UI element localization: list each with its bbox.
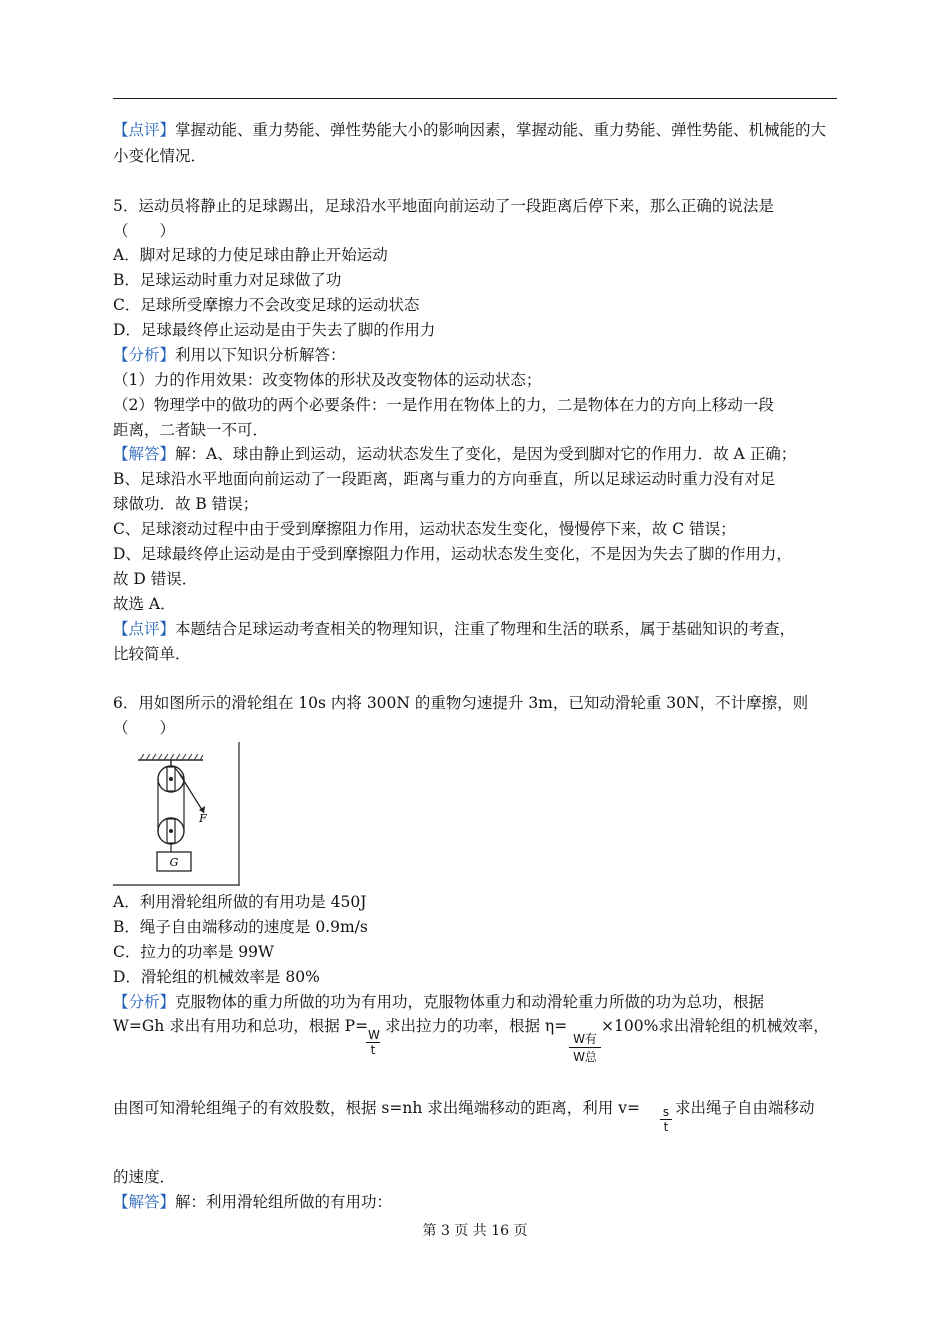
option-b: B．足球运动时重力对足球做了功: [113, 271, 342, 289]
analysis-line: （1）力的作用效果：改变物体的形状及改变物体的运动状态；: [113, 371, 542, 389]
answer-line: 故选 A．: [113, 595, 176, 613]
option-b: B．绳子自由端移动的速度是 0.9m/s: [113, 918, 368, 936]
option-c: C．足球所受摩擦力不会改变足球的运动状态: [113, 296, 420, 314]
option-d: D．足球最终停止运动是由于失去了脚的作用力: [113, 321, 436, 339]
comment-line: 【点评】掌握动能、重力势能、弹性势能大小的影响因素，掌握动能、重力势能、弹性势能、机械能的大: [113, 121, 827, 139]
header-rule: [113, 98, 837, 99]
answer-line: 【解答】解：A、球由静止到运动，运动状态发生了变化，是因为受到脚对它的作用力．故 A 正确；: [113, 445, 797, 463]
analysis-line-v: 由图可知滑轮组绳子的有效股数，根据 s=nh 求出绳端移动的距离，利用 v=: [113, 1099, 640, 1117]
answer-line: 故 D 错误．: [113, 570, 198, 588]
answer-line: 【解答】解：利用滑轮组所做的有用功：: [113, 1193, 393, 1211]
comment-tag: 【点评】: [113, 620, 176, 638]
option-a: A．脚对足球的力使足球由静止开始运动: [113, 246, 388, 264]
answer-line: B、足球沿水平地面向前运动了一段距离，距离与重力的方向垂直，所以足球运动时重力没有对足: [113, 470, 776, 488]
question-6-stem-paren: （ ）: [113, 719, 176, 737]
page-footer: 第 3 页 共 16 页: [422, 1223, 528, 1239]
fraction-eta: W有 W总: [569, 1030, 601, 1065]
analysis-line-p: W=Gh 求出有用功和总功，根据 P=: [113, 1017, 369, 1035]
comment-line: 比较简单．: [113, 645, 191, 663]
option-a: A．利用滑轮组所做的有用功是 450J: [113, 893, 367, 911]
answer-line: 球做功．故 B 错误；: [113, 495, 259, 513]
comment-line: 小变化情况．: [113, 147, 207, 165]
answer-line: D、足球最终停止运动是由于受到摩擦阻力作用，运动状态发生变化，不是因为失去了脚的作用力，: [113, 545, 792, 563]
analysis-line: 【分析】克服物体的重力所做的功为有用功，克服物体重力和动滑轮重力所做的功为总功，根据: [113, 993, 765, 1011]
force-label: F: [199, 812, 207, 825]
analysis-line: 的速度．: [113, 1168, 176, 1186]
analysis-line-v2: 求出绳子自由端移动: [675, 1099, 815, 1117]
fraction-v: $\frac{s}{t}$: [660, 1105, 672, 1134]
comment-line: 【点评】本题结合足球运动考查相关的物理知识，注重了物理和生活的联系，属于基础知识的考查，: [113, 620, 796, 638]
analysis-line-efficiency: ×100%求出滑轮组的机械效率，: [601, 1017, 829, 1035]
comment-tag: 【点评】: [113, 121, 176, 139]
question-5-stem: 5．运动员将静止的足球踢出，足球沿水平地面向前运动了一段距离后停下来，那么正确的说法是: [113, 197, 774, 215]
question-6-stem: 6．用如图所示的滑轮组在 10s 内将 300N 的重物匀速提升 3m，已知动滑轮重 30N，不计摩擦，则: [113, 694, 809, 712]
fraction-p: $\frac{W}{t}$: [368, 1028, 380, 1057]
weight-label: G: [169, 856, 179, 869]
analysis-line-eta: 求出拉力的功率，根据 η=: [385, 1017, 568, 1035]
answer-line: C、足球滚动过程中由于受到摩擦阻力作用，运动状态发生变化，慢慢停下来，故 C 错误；: [113, 520, 736, 538]
analysis-line: 距离，二者缺一不可．: [113, 421, 269, 439]
option-c: C．拉力的功率是 99W: [113, 943, 274, 961]
pulley-figure: [113, 742, 240, 886]
analysis-tag: 【分析】: [113, 993, 176, 1011]
question-5-stem-paren: （ ）: [113, 222, 176, 240]
analysis-tag: 【分析】: [113, 346, 176, 364]
answer-tag: 【解答】: [113, 445, 176, 463]
answer-tag: 【解答】: [113, 1193, 176, 1211]
analysis-line: 【分析】利用以下知识分析解答：: [113, 346, 346, 364]
analysis-line: （2）物理学中的做功的两个必要条件：一是作用在物体上的力，二是物体在力的方向上移动一段: [113, 396, 774, 414]
option-d: D．滑轮组的机械效率是 80%: [113, 968, 320, 986]
